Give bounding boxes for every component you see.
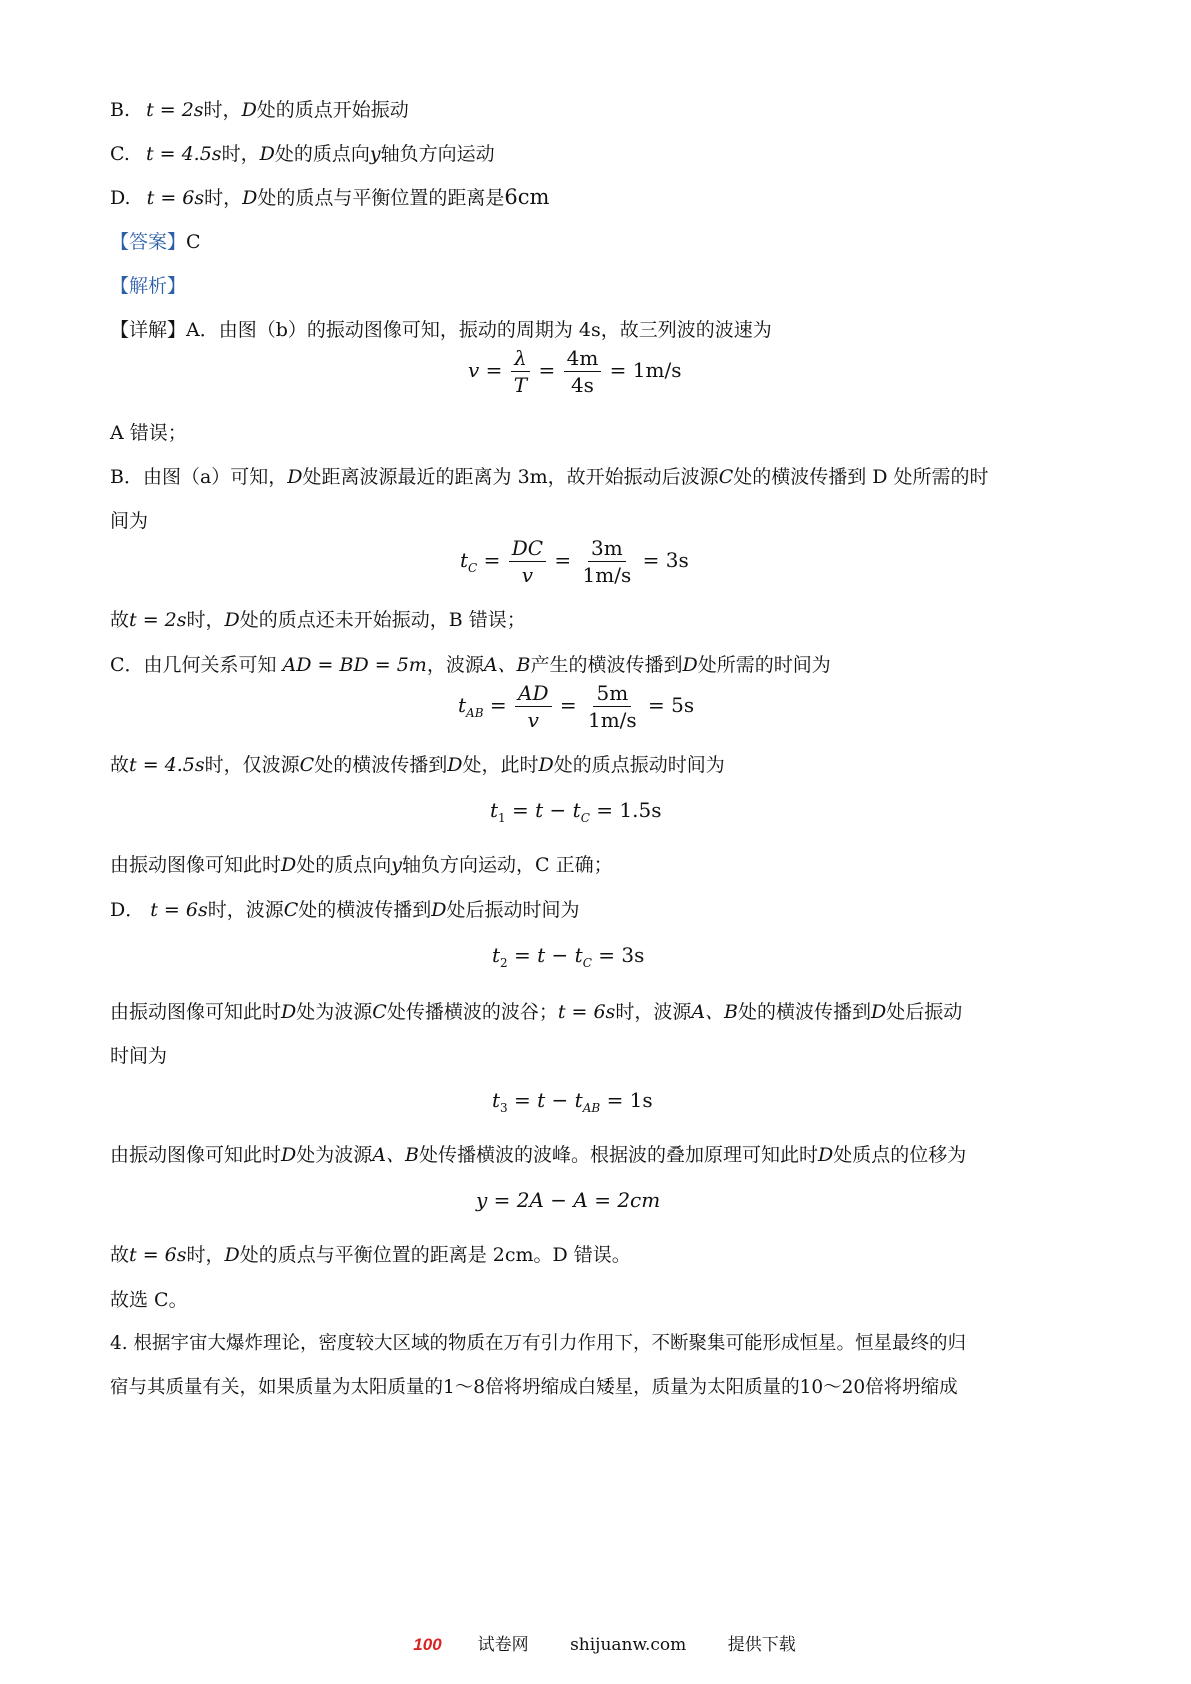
c-l1-c: A、B [483, 654, 531, 676]
detail-d-line4 [110, 1140, 966, 1167]
eq-tab-den1: v [527, 708, 539, 732]
eq-t2-rhs: = 3s [598, 943, 645, 967]
equation-tc: $t_C$ = $\frac{DC}{v}$ = $\frac{3m}{1m/s}$ = 3s [460, 536, 689, 587]
option-b-d: D [241, 99, 257, 121]
b-c-b: 时， [186, 609, 225, 631]
d-l1-e: D [431, 899, 447, 921]
option-c-d: D [259, 143, 275, 165]
d-l1-f: 处后振动时间为 [446, 899, 580, 921]
eq-tc-sub: C [468, 561, 478, 575]
d-l2-c: 处为波源 [296, 1001, 373, 1023]
d-l2-b: D [281, 1001, 297, 1023]
option-d-d: D [242, 187, 258, 209]
footer-tagline: 提供下载 [727, 1635, 796, 1655]
d-l2-h: 处的横波传播到 [738, 1001, 872, 1023]
option-b-prefix: B. [110, 99, 131, 121]
eq-t1-rhs: = 1.5s [596, 798, 662, 822]
site-url[interactable]: shijuanw.com [570, 1635, 687, 1655]
eq-v-den2: 4s [570, 373, 594, 397]
equation-t2 [492, 943, 644, 970]
eq-tc-num1: DC [509, 535, 546, 562]
eq-tab-rhs: = 5s [648, 693, 695, 717]
d-l2-i: D [871, 1001, 887, 1023]
d-c-c: D [224, 1244, 240, 1266]
c-l2-h: 处的质点振动时间为 [553, 754, 725, 776]
option-b-time: t = 2s [146, 99, 204, 121]
c-l2-t: t = 4.5s [129, 754, 205, 776]
option-c-time: t = 4.5s [145, 143, 222, 165]
d-l2-f: 时，波源 [615, 1001, 692, 1023]
q4-l2-b: 倍将坍缩成白矮星，质量为太阳质量的 [485, 1377, 800, 1398]
d-l4-e: 处传播横波的波峰。根据波的叠加原理可知此时 [418, 1144, 818, 1166]
b-l1-b: D [287, 466, 303, 488]
eq-tc-den1: v [521, 563, 534, 587]
eq-tab-lhs: t [458, 693, 467, 717]
eq-tc-frac1 [509, 535, 546, 588]
c-l2-b: 时，仅波源 [204, 754, 300, 776]
option-b-text2: 处的质点开始振动 [256, 99, 409, 121]
c-c-b: D [281, 854, 297, 876]
answer-line [110, 227, 201, 254]
d-l2-a: 由振动图像可知此时 [110, 1001, 282, 1023]
eq-tc-lhs: t [460, 548, 469, 572]
c-l2-d: 处的横波传播到 [314, 754, 448, 776]
eq-t1-sub2: C [580, 811, 590, 825]
d-l1-d: 处的横波传播到 [298, 899, 432, 921]
c-l2-f: 处，此时 [462, 754, 539, 776]
c-c-e: 轴负方向运动，C 正确； [402, 854, 613, 876]
page-footer [0, 1630, 1191, 1655]
eq-tab-frac1 [515, 680, 551, 733]
d-l4-f: D [817, 1144, 834, 1166]
d-c-b: 时， [186, 1244, 225, 1266]
detail-c-line1 [110, 650, 831, 677]
option-c-text2: 处的质点向 [274, 143, 370, 165]
eq-v-den1: T [513, 373, 528, 397]
eq-v-lhs: v = [468, 358, 503, 382]
c-l2-e: D [447, 754, 463, 776]
b-c-d: 处的质点还未开始振动，B 错误； [239, 609, 526, 631]
option-d-text2: 处的质点与平衡位置的距离是 [257, 187, 505, 209]
c-l1-a: C．由几何关系可知 [110, 654, 277, 676]
q4-l2-a: 宿与其质量有关，如果质量为太阳质量的 [110, 1377, 444, 1398]
c-l1-f: 处所需的时间为 [697, 654, 831, 676]
equation-t1 [490, 798, 661, 825]
detail-b-conclusion [110, 605, 526, 632]
eq-t2-sub: 2 [500, 956, 508, 970]
option-d-time: t = 6s [146, 187, 205, 209]
answer-label: 【答案】 [110, 231, 187, 253]
eq-t1-sub: 1 [498, 811, 506, 825]
option-d [110, 183, 549, 210]
eq-t1-mid: = t − t [512, 798, 581, 822]
eq-v-num1: λ [511, 345, 530, 372]
d-l4-b: D [281, 1144, 297, 1166]
d-c-a: 故 [110, 1244, 130, 1266]
d-l1-t: t = 6s [150, 899, 208, 921]
eq-t3-rhs: = 1s [606, 1088, 653, 1112]
detail-d-line1 [110, 895, 580, 922]
b-l1-e: 处的横波传播到 D 处所需的时 [733, 466, 989, 488]
option-b-text1: 时， [203, 99, 242, 121]
option-c-text1: 时， [221, 143, 260, 165]
eq-t1-lhs: t [490, 798, 499, 822]
eq-t2-mid: = t − t [514, 943, 583, 967]
eq-t3-lhs: t [492, 1088, 501, 1112]
d-l1-a: D． [110, 899, 145, 921]
site-logo: 100 [413, 1635, 442, 1654]
eq-tc-frac2 [580, 535, 635, 588]
option-c-prefix: C. [110, 143, 130, 165]
option-d-prefix: D. [110, 187, 131, 209]
c-l1-e: D [682, 654, 698, 676]
c-c-c: 处的质点向 [296, 854, 392, 876]
c-l1-d: 产生的横波传播到 [530, 654, 683, 676]
b-c-a: 故 [110, 609, 130, 631]
eq-tab-den2: 1m/s [587, 708, 637, 732]
d-l2-g: A、B [691, 1001, 739, 1023]
q4-l2-r1: 1～8 [443, 1377, 486, 1398]
q4-l2-r2: 10～20 [799, 1377, 866, 1398]
equation-y: y = 2A − A = 2cm [476, 1188, 661, 1212]
eq-t3-mid: = t − t [514, 1088, 583, 1112]
analysis-label: 【解析】 [110, 275, 187, 297]
detail-a-conclusion: A 错误； [110, 422, 187, 444]
detail-c-line2 [110, 750, 725, 777]
eq-tc-rhs: = 3s [642, 548, 689, 572]
d-l2-e: 处传播横波的波谷； [386, 1001, 558, 1023]
eq-tab-num1: AD [515, 680, 551, 707]
eq-tc-num2: 3m [588, 535, 626, 562]
eq-tab-frac2 [585, 680, 640, 733]
c-l2-g: D [538, 754, 554, 776]
d-c-d: 处的质点与平衡位置的距离是 2cm。D 错误。 [239, 1244, 631, 1266]
detail-c-conclusion [110, 850, 613, 877]
option-b [110, 95, 409, 122]
option-c-text3: 轴负方向运动 [380, 143, 495, 165]
equation-tab: $t_{AB}$ = $\frac{AD}{v}$ = $\frac{5m}{1m/s}$ = 5s [458, 681, 695, 732]
option-c-y: y [369, 143, 381, 165]
eq-v-rhs: = 1m/s [609, 358, 682, 382]
detail-b-line1 [110, 462, 989, 489]
c-c-a: 由振动图像可知此时 [110, 854, 282, 876]
b-l1-d: C [718, 466, 734, 488]
eq-t2-sub2: C [582, 956, 592, 970]
d-l4-g: 处质点的位移为 [833, 1144, 967, 1166]
option-c [110, 139, 495, 166]
q4-l2-c: 倍将坍缩成 [865, 1377, 958, 1398]
c-l1-eq: AD = BD = 5m [282, 654, 427, 676]
option-d-value: 6cm [504, 185, 550, 209]
d-l4-d: A、B [372, 1144, 419, 1166]
c-l2-a: 故 [110, 754, 130, 776]
option-d-text1: 时， [204, 187, 243, 209]
eq-v-frac2 [564, 345, 602, 398]
d-l4-a: 由振动图像可知此时 [110, 1144, 282, 1166]
d-l1-b: 时，波源 [207, 899, 284, 921]
d-l4-c: 处为波源 [296, 1144, 373, 1166]
eq-tc-den2: 1m/s [582, 563, 632, 587]
detail-b-line2: 间为 [110, 510, 149, 532]
answer-value: C [186, 231, 201, 253]
c-c-d: y [391, 854, 402, 876]
eq-tab-sub: AB [466, 706, 484, 720]
detail-a-intro: 【详解】A．由图（b）的振动图像可知，振动的周期为 4s，故三列波的波速为 [110, 319, 772, 341]
eq-t2-lhs: t [492, 943, 501, 967]
detail-d-conclusion [110, 1240, 631, 1267]
b-c-c: D [224, 609, 240, 631]
b-l1-c: 处距离波源最近的距离为 3m，故开始振动后波源 [302, 466, 719, 488]
eq-tab-num2: 5m [593, 680, 631, 707]
eq-v-num2: 4m [564, 345, 602, 372]
detail-d-line3: 时间为 [110, 1045, 168, 1067]
equation-velocity: v = $\frac{\lambda}{T}$ = $\frac{4m}{4s}$ = 1m/s [468, 346, 682, 397]
final-answer: 故选 C。 [110, 1289, 188, 1311]
b-l1-a: B．由图（a）可知， [110, 466, 288, 488]
question-4-line1: 4. 根据宇宙大爆炸理论，密度较大区域的物质在万有引力作用下，不断聚集可能形成恒星。恒星最终的归 [110, 1333, 967, 1354]
question-4-line2 [110, 1373, 958, 1399]
c-l2-c: C [299, 754, 315, 776]
d-l2-d: C [372, 1001, 387, 1023]
d-l1-c: C [283, 899, 299, 921]
site-name: 试卷网 [477, 1635, 529, 1655]
eq-t3-sub2: AB [582, 1101, 601, 1115]
eq-v-frac1 [511, 345, 530, 398]
b-c-t: t = 2s [129, 609, 187, 631]
d-c-t: t = 6s [129, 1244, 187, 1266]
detail-d-line2 [110, 997, 962, 1024]
equation-t3 [492, 1088, 653, 1115]
eq-t3-sub: 3 [500, 1101, 508, 1115]
d-l2-j: 处后振动 [886, 1001, 963, 1023]
d-l2-t: t = 6s [557, 1001, 616, 1023]
c-l1-b: ，波源 [426, 654, 484, 676]
